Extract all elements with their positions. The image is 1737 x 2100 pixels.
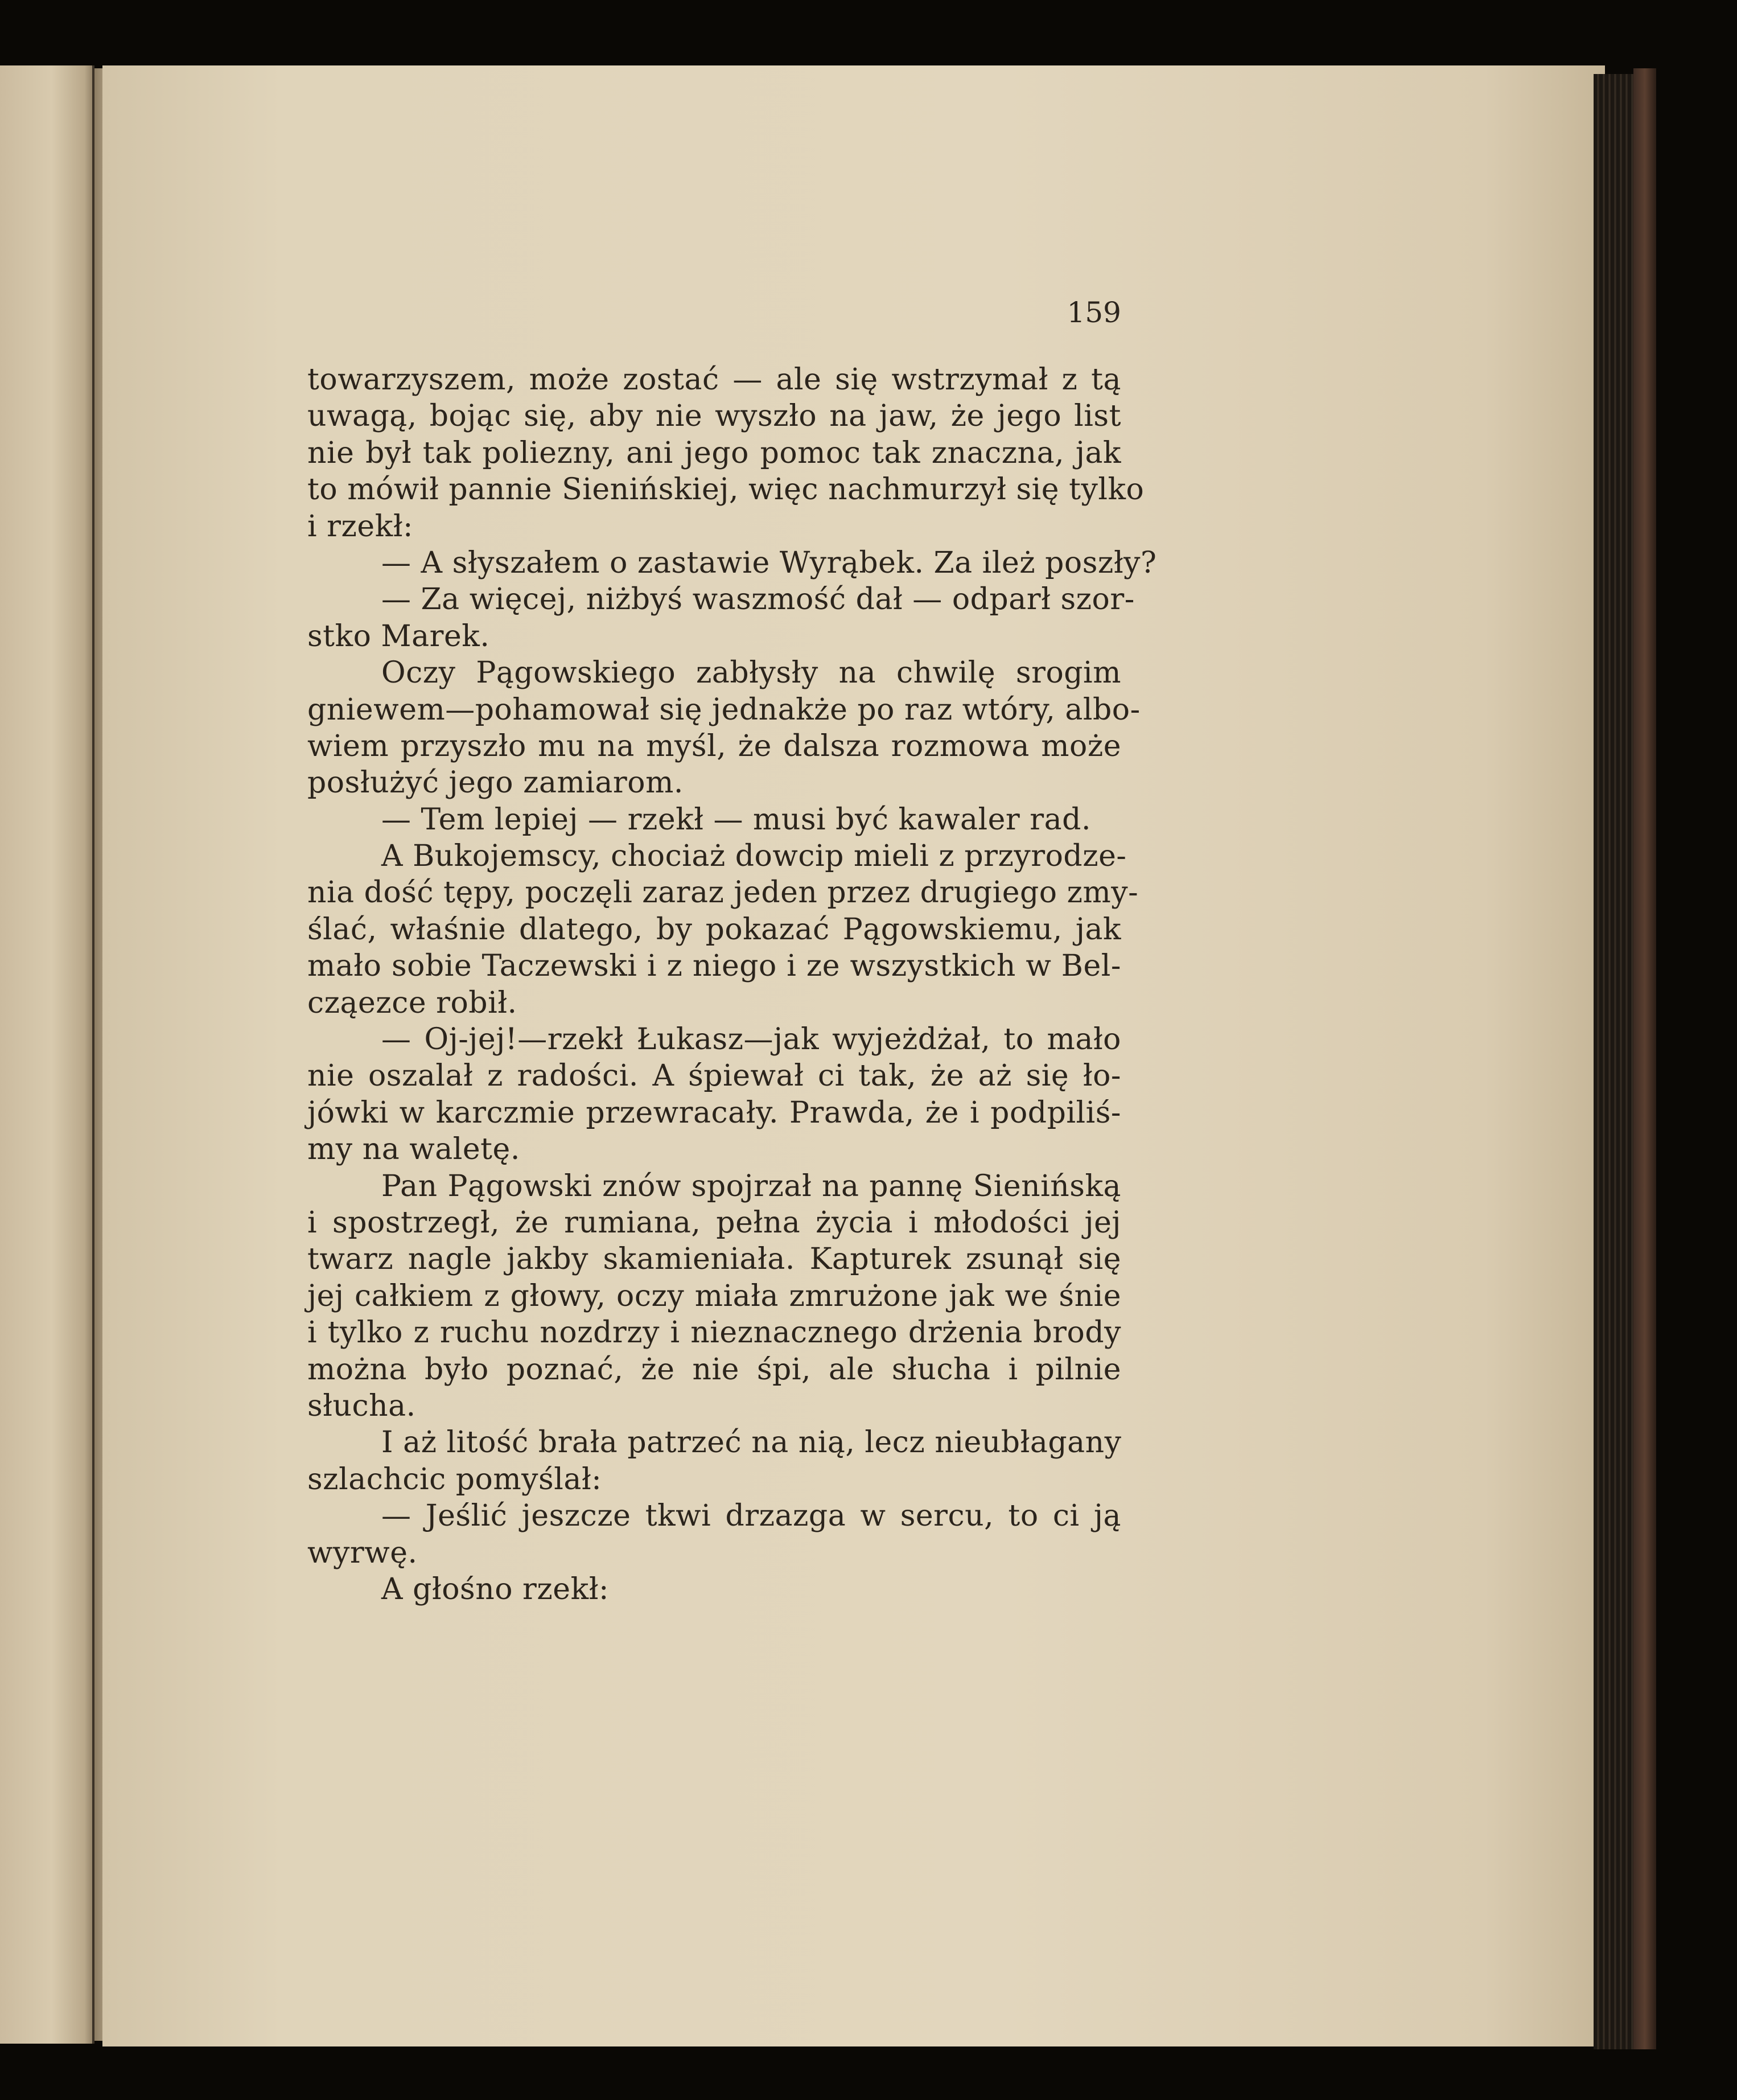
text-line: to mówił pannie Sienińskiej, więc nachmurzył się tylko	[307, 472, 1145, 507]
text-line: mało sobie Taczewski i z niego i ze wszystkich w Bel-	[307, 949, 1121, 984]
text-line: i rzekł:	[307, 509, 414, 544]
text-line: nie oszalał z radości. A śpiewał ci tak, że aż się ło-	[307, 1059, 1121, 1094]
text-line: Pan Pągowski znów spojrzał na pannę Sienińską	[381, 1169, 1121, 1203]
text-line: posłużyć jego zamiarom.	[307, 766, 684, 800]
text-line: — Za więcej, niżbyś waszmość dał — odparł szor-	[381, 582, 1135, 617]
text-line: I aż litość brała patrzeć na nią, lecz nieubłagany	[381, 1425, 1122, 1460]
text-line: i spostrzegł, że rumiana, pełna życia i młodości jej	[307, 1205, 1121, 1240]
text-line: stko Marek.	[307, 619, 490, 654]
text-line: nie był tak poliezny, ani jego pomoc tak znaczna, jak	[307, 435, 1121, 470]
text-line: twarz nagle jakby skamieniała. Kapturek zsunął się	[307, 1242, 1121, 1277]
text-line: gniewem—pohamował się jednakże po raz wtóry, albo-	[307, 692, 1141, 727]
text-line: A Bukojemscy, chociaż dowcip mieli z przyrodze-	[381, 839, 1127, 874]
text-line: jówki w karczmie przewracały. Prawda, że i podpiliś-	[307, 1095, 1121, 1130]
text-line: nia dość tępy, poczęli zaraz jeden przez drugiego zmy-	[307, 876, 1139, 910]
text-line: A głośno rzekł:	[381, 1572, 609, 1606]
text-line: słucha.	[307, 1388, 416, 1423]
text-line: — A słyszałem o zastawie Wyrąbek. Za ileż poszły?	[381, 545, 1157, 580]
left-page-border	[92, 65, 94, 2044]
page-text	[307, 361, 1157, 1608]
text-line: wyrwę.	[307, 1535, 418, 1570]
page-fore-edge	[1594, 74, 1636, 2049]
text-line: ślać, właśnie dlatego, by pokazać Pągowskiemu, jak	[307, 912, 1121, 947]
text-line: Oczy Pągowskiego zabłysły na chwilę srogim	[381, 656, 1121, 691]
text-line: towarzyszem, może zostać — ale się wstrzymał z tą	[307, 363, 1121, 397]
text-line: — Tem lepiej — rzekł — musi być kawaler rad.	[381, 802, 1091, 837]
text-line: — Jeślić jeszcze tkwi drzazga w sercu, to ci ją	[381, 1499, 1121, 1534]
text-line: i tylko z ruchu nozdrzy i nieznacznego drżenia brody	[307, 1316, 1121, 1350]
left-page-edge	[0, 65, 94, 2044]
text-line: jej całkiem z głowy, oczy miała zmrużone jak we śnie	[307, 1279, 1121, 1313]
text-line: szlachcic pomyślał:	[307, 1462, 602, 1497]
text-line: można było poznać, że nie śpi, ale słucha i pilnie	[307, 1352, 1121, 1387]
text-line: wiem przyszło mu na myśl, że dalsza rozmowa może	[307, 729, 1121, 763]
page-number: 159	[1067, 296, 1121, 329]
text-line: — Oj-jej!—rzekł Łukasz—jak wyjeżdżał, to mało	[381, 1022, 1121, 1057]
text-line: my na waletę.	[307, 1132, 520, 1167]
text-line: cząezce robił.	[307, 985, 517, 1020]
text-line: uwagą, bojąc się, aby nie wyszło na jaw, że jego list	[307, 399, 1121, 434]
book-cover-edge	[1633, 68, 1656, 2049]
